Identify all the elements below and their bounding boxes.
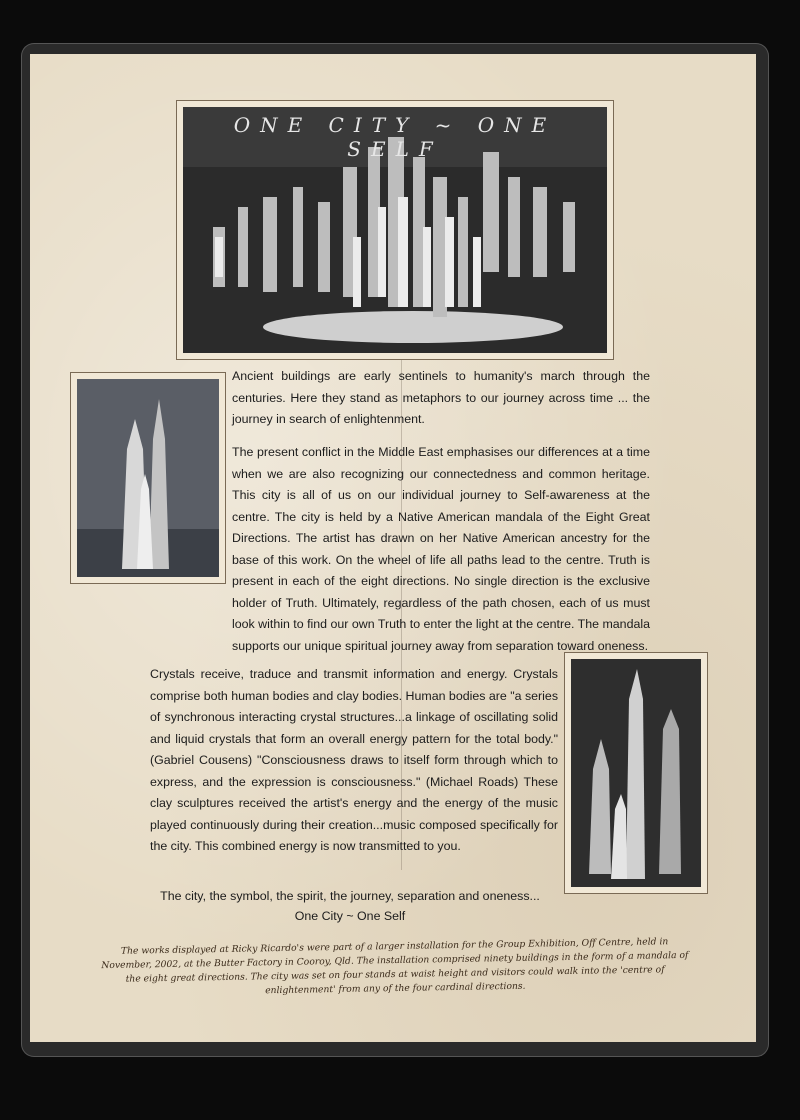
crystal-photo-frame [564,652,708,894]
city-sculpture-photo [183,107,607,353]
paragraph-3 [150,664,558,869]
closing-line-2: One City ~ One Self [294,909,406,923]
paragraph-1-text: Ancient buildings are early sentinels to humanity's march through the centuries. Here they stand as metaphors to our journey across time ... the journey in search of enlightenment. [232,369,650,426]
paragraph-1 [232,366,650,442]
paragraph-3-text: Crystals receive, traduce and transmit information and energy. Crystals comprise both human bodies and clay bodies. Human bodies are "a series of synchronous interacting crystal structures...a linkage of oscillating solid and liquid crystals that form an overall energy pattern for the total body." (Gabriel Cousens) "Consciousness draws to itself form through which to express, and the expression is consciousness." (Michael Roads) These clay sculptures received the artist's energy and the energy of the music played continuously during their creation...music composed specifically for the city. This combined energy is now transmitted to you. [150,667,559,853]
banner-title: ONE CITY ~ ONE SELF [233,113,557,161]
closing-block [120,886,580,926]
installation-footnote: The works displayed at Ricky Ricardo's were part of a larger installation for the Group Exhibition, Off Centre, held in November, 2002, at the Butter Factory in Cooroy, Qld. The installation comprised ninety buildings in the form of a mandala of the eight great directions. The city was set on four stands at waist height and visitors could walk into the 'centre of enlightenment' from any of the four cardinal directions. [101,936,689,997]
paragraph-2-text: The present conflict in the Middle East emphasises our differences at a time when we are also recognizing our connectedness and common heritage. This city is all of us on our individual journey to Self-awareness at the centre. The city is held by a Native American mandala of the Eight Great Directions. The artist has drawn on her Native American ancestry for the base of this work. On the wheel of life all paths lead to the centre. Truth is present in each of the eight directions. No single direction is the exclusive holder of Truth. Ultimately, regardless of the path chosen, each of us must look within to find our own Truth to enter the light at the centre. The mandala supports our unique spiritual journey away from separation toward oneness. [232,445,650,653]
paragraph-2 [150,442,650,668]
city-photo-frame [176,100,614,360]
crystal-tower-photo [571,659,701,887]
closing-line-1: The city, the symbol, the spirit, the journey, separation and oneness... [160,889,540,903]
